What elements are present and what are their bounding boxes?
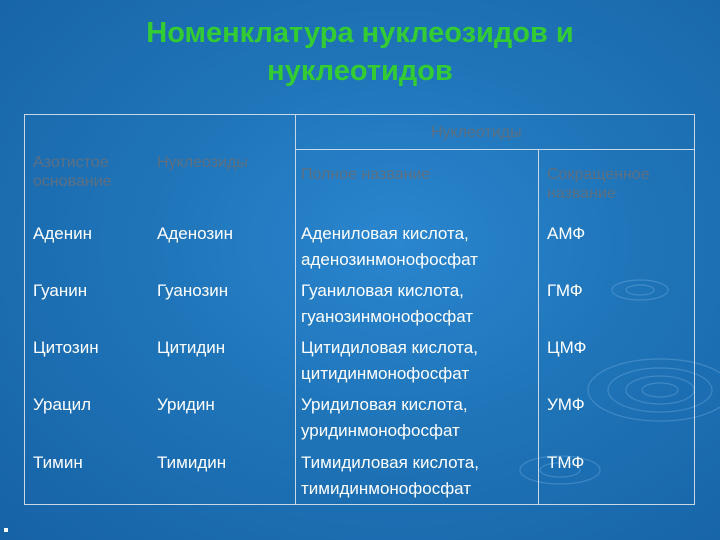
slide-title-line-2: нуклеотидов [267, 55, 453, 87]
table-cell-nucleoside: Уридин [157, 395, 215, 414]
nomenclature-table [24, 114, 695, 505]
header-full-name: Полное название [301, 166, 431, 183]
table-cell-base: Урацил [33, 395, 92, 414]
full-name-line-1: Цитидиловая кислота, [301, 338, 478, 357]
header-short-name [547, 165, 650, 203]
table-cell-base: Аденин [33, 224, 92, 243]
table-cell-short-name: УМФ [547, 395, 585, 414]
table-cell-full-name [301, 337, 478, 385]
corner-marker [4, 528, 8, 532]
table-cell-base: Цитозин [33, 338, 99, 357]
table-cell-short-name: ЦМФ [547, 338, 587, 357]
full-name-line-2: аденозинмонофосфат [301, 250, 478, 269]
full-name-line-1: Уридиловая кислота, [301, 395, 468, 414]
header-nucleoside: Нуклеозиды [157, 154, 248, 171]
table-cell-short-name: АМФ [547, 224, 586, 243]
full-name-line-2: гуанозинмонофосфат [301, 307, 474, 326]
header-base-line-2: основание [33, 173, 112, 190]
slide-title-line-1: Номенклатура нуклеозидов и [146, 17, 574, 49]
full-name-line-2: тимидинмонофосфат [301, 479, 472, 498]
full-name-line-2: цитидинмонофосфат [301, 364, 470, 383]
table-cell-nucleoside: Тимидин [157, 453, 227, 472]
table-cell-base: Тимин [33, 453, 83, 472]
header-base-line-1: Азотистое [33, 154, 109, 171]
header-short-name-line-2: название [547, 185, 616, 202]
column-divider [295, 115, 296, 504]
slide-title [40, 14, 680, 90]
table-cell-full-name [301, 223, 478, 271]
full-name-line-1: Гуаниловая кислота, [301, 281, 464, 300]
table-cell-nucleoside: Аденозин [157, 224, 234, 243]
full-name-line-2: уридинмонофосфат [301, 421, 460, 440]
table-cell-full-name [301, 280, 473, 328]
header-short-name-line-1: Сокращенное [547, 166, 650, 183]
table-cell-full-name [301, 394, 468, 442]
table-cell-nucleoside: Гуанозин [157, 281, 229, 300]
table-cell-full-name [301, 452, 479, 500]
header-base [33, 153, 112, 191]
column-divider [538, 149, 539, 504]
full-name-line-1: Адениловая кислота, [301, 224, 469, 243]
table-cell-base: Гуанин [33, 281, 88, 300]
table-cell-short-name: ГМФ [547, 281, 583, 300]
full-name-line-1: Тимидиловая кислота, [301, 453, 479, 472]
table-cell-short-name: ТМФ [547, 453, 585, 472]
table-cell-nucleoside: Цитидин [157, 338, 226, 357]
row-divider [295, 149, 694, 150]
group-header-nucleotides: Нуклеотиды [431, 124, 522, 141]
